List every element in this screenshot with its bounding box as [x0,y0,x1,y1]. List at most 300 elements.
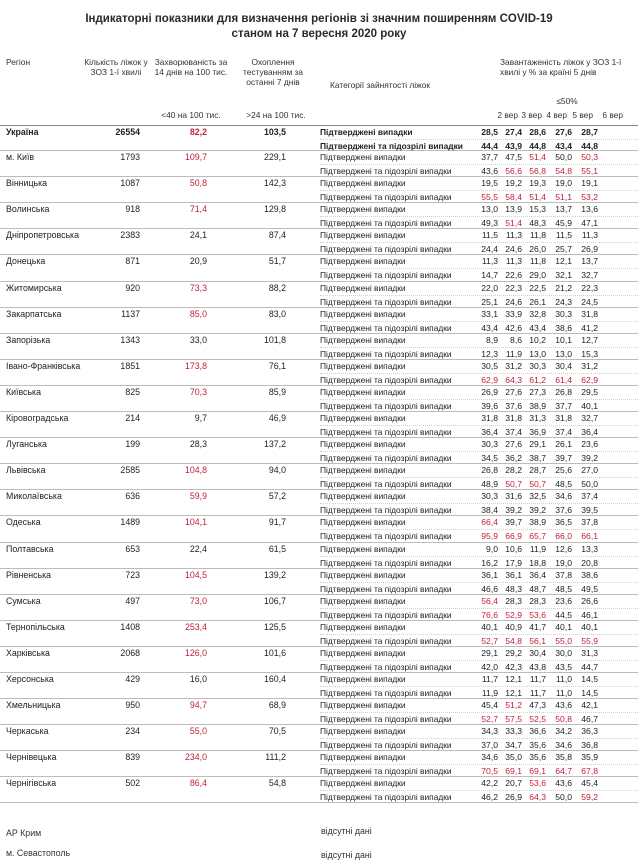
confirmed-subrow [320,203,638,216]
load-percent: 27,6 [505,386,522,397]
load-percent: 43,5 [555,661,572,672]
load-percent: 51,4 [529,192,546,203]
load-percent: 45,4 [481,700,498,711]
category-label: Підтверджені та підозрілі випадки [320,505,452,516]
footer-crimea: АР Крим [6,828,42,838]
confirmed-subrow [320,751,638,764]
beds-count: 234 [125,726,140,737]
load-percent: 11,0 [555,687,572,698]
region-name: Вінницька [6,178,48,189]
load-percent: 19,0 [555,557,572,568]
region-name: Волинська [6,204,50,215]
suspected-subrow [320,242,638,255]
load-percent: 64,3 [529,792,546,803]
beds-count: 26554 [115,127,140,137]
load-percent: 55,5 [481,192,498,203]
load-percent: 59,2 [581,792,598,803]
load-percent: 61,2 [529,374,546,385]
load-percent: 19,3 [529,178,546,189]
testing-value: 87,4 [268,230,286,241]
region-name: Рівненська [6,569,52,580]
category-label: Підтверджені випадки [320,491,406,502]
load-percent: 20,7 [505,778,522,789]
load-percent: 64,7 [555,766,572,777]
load-percent: 36,4 [581,427,598,438]
load-percent: 28,5 [481,127,498,137]
table-row [0,412,638,438]
suspected-subrow [320,139,638,152]
header-incidence: Захворюваність за 14 днів на 100 тис. [154,57,228,77]
header-load-threshold: ≤50% [556,96,578,106]
load-percent: 33,1 [481,308,498,319]
load-percent: 28,7 [529,465,546,476]
load-percent: 52,7 [481,714,498,725]
load-percent: 12,6 [555,543,572,554]
load-percent: 29,0 [529,270,546,281]
load-percent: 15,3 [529,204,546,215]
load-percent: 43,4 [529,322,546,333]
load-percent: 18,8 [529,557,546,568]
category-label: Підтверджені та підозрілі випадки [320,479,452,490]
confirmed-subrow [320,412,638,425]
category-label: Підтверджені та підозрілі випадки [320,374,452,385]
suspected-subrow [320,425,638,438]
region-name: Черкаська [6,726,49,737]
load-percent: 43,8 [529,661,546,672]
confirmed-subrow [320,177,638,190]
load-percent: 42,3 [505,661,522,672]
load-percent: 43,6 [555,700,572,711]
load-percent: 32,1 [555,270,572,281]
table-row [0,516,638,542]
testing-value: 46,9 [268,413,286,424]
confirmed-subrow [320,126,638,139]
testing-value: 54,8 [268,778,286,789]
header-region: Регіон [6,57,31,67]
header-testing: Охоплення тестуванням за останні 7 днів [242,57,304,87]
suspected-subrow [320,399,638,412]
load-percent: 34,6 [555,740,572,751]
load-percent: 66,9 [505,531,522,542]
load-percent: 19,5 [481,178,498,189]
category-label: Підтверджені та підозрілі випадки [320,661,452,672]
table-row [0,621,638,647]
load-percent: 29,5 [581,386,598,397]
load-percent: 25,1 [481,296,498,307]
suspected-subrow [320,347,638,360]
load-percent: 22,0 [481,282,498,293]
load-percent: 35,6 [529,740,546,751]
load-percent: 30,3 [481,439,498,450]
region-name: Тернопільська [6,621,65,632]
load-percent: 12,1 [505,673,522,684]
load-percent: 38,6 [555,322,572,333]
testing-value: 94,0 [268,465,286,476]
incidence-value: 85,0 [189,308,207,319]
table-row [0,673,638,699]
load-percent: 13,6 [581,204,598,215]
confirmed-subrow [320,490,638,503]
beds-count: 429 [125,673,140,684]
incidence-value: 59,9 [189,491,207,502]
category-label: Підтверджені випадки [320,595,406,606]
load-percent: 22,5 [529,282,546,293]
category-label: Підтверджені та підозрілі випадки [320,635,452,646]
load-percent: 46,1 [581,609,598,620]
load-percent: 50,0 [555,152,572,163]
load-percent: 43,9 [505,141,522,151]
load-percent: 38,9 [529,517,546,528]
load-percent: 44,8 [529,141,546,151]
region-name: Луганська [6,439,47,450]
category-label: Підтверджені та підозрілі випадки [320,218,452,229]
load-percent: 11,3 [481,256,498,267]
load-percent: 38,6 [581,569,598,580]
beds-count: 1137 [121,308,140,319]
beds-count: 918 [125,204,140,215]
load-percent: 52,5 [529,714,546,725]
load-percent: 46,2 [481,792,498,803]
category-label: Підтверджені випадки [320,543,406,554]
load-percent: 36,3 [581,726,598,737]
load-percent: 13,9 [505,204,522,215]
region-name: Львівська [6,465,46,476]
load-percent: 56,8 [529,166,546,177]
load-percent: 26,9 [505,792,522,803]
header-date: 6 вер [602,110,623,120]
load-percent: 31,3 [529,413,546,424]
beds-count: 199 [125,439,140,450]
load-percent: 11,7 [529,687,546,698]
load-percent: 27,6 [505,439,522,450]
load-percent: 37,7 [481,152,498,163]
load-percent: 56,6 [505,166,522,177]
load-percent: 25,6 [555,465,572,476]
region-name: Хмельницька [6,700,61,711]
load-percent: 40,1 [581,400,598,411]
load-percent: 62,9 [581,374,598,385]
suspected-subrow [320,634,638,647]
load-percent: 37,0 [481,740,498,751]
category-label: Підтверджені та підозрілі випадки [320,166,452,177]
load-percent: 45,9 [555,218,572,229]
load-percent: 39,6 [481,400,498,411]
table-row [0,543,638,569]
load-percent: 44,8 [581,141,598,151]
suspected-subrow [320,373,638,386]
category-label: Підтверджені випадки [320,282,406,293]
load-percent: 31,8 [555,413,572,424]
load-percent: 23,6 [581,439,598,450]
table-row [0,725,638,751]
load-percent: 42,1 [581,700,598,711]
load-percent: 40,1 [481,621,498,632]
page-title [0,12,638,42]
testing-value: 106,7 [263,595,286,606]
category-label: Підтверджені та підозрілі випадки [320,296,452,307]
suspected-subrow [320,764,638,777]
load-percent: 34,5 [481,453,498,464]
table-row [0,464,638,490]
category-label: Підтверджені випадки [320,778,406,789]
load-percent: 58,4 [505,192,522,203]
confirmed-subrow [320,229,638,242]
category-label: Підтверджені та підозрілі випадки [320,348,452,359]
suspected-subrow [320,608,638,621]
load-percent: 11,3 [581,230,598,241]
load-percent: 26,1 [529,296,546,307]
load-percent: 11,7 [481,673,498,684]
confirmed-subrow [320,255,638,268]
confirmed-subrow [320,464,638,477]
testing-value: 101,6 [263,647,286,658]
load-percent: 39,5 [581,505,598,516]
load-percent: 38,9 [529,400,546,411]
load-percent: 27,3 [529,386,546,397]
load-percent: 55,0 [555,635,572,646]
load-percent: 11,9 [529,543,546,554]
category-label: Підтверджені та підозрілі випадки [320,322,452,333]
load-percent: 27,4 [505,127,522,137]
load-percent: 27,6 [555,127,572,137]
load-percent: 38,4 [481,505,498,516]
load-percent: 28,2 [505,465,522,476]
load-percent: 11,3 [505,256,522,267]
suspected-subrow [320,268,638,281]
load-percent: 64,3 [505,374,522,385]
region-name: Дніпропетровська [6,230,79,241]
confirmed-subrow [320,386,638,399]
confirmed-subrow [320,282,638,295]
load-percent: 37,4 [581,491,598,502]
load-percent: 50,8 [555,714,572,725]
footer-sevastopol-no-data: відсутні дані [321,850,372,860]
incidence-value: 16,0 [189,673,207,684]
load-percent: 32,5 [529,491,546,502]
load-percent: 48,5 [555,583,572,594]
load-percent: 11,9 [481,687,498,698]
load-percent: 30,0 [555,647,572,658]
load-percent: 36,9 [529,427,546,438]
suspected-subrow [320,712,638,725]
category-label: Підтверджені та підозрілі випадки [320,740,452,751]
load-percent: 11,3 [505,230,522,241]
table-row [0,647,638,673]
load-percent: 19,1 [581,178,598,189]
category-label: Підтверджені та підозрілі випадки [320,714,452,725]
suspected-subrow [320,477,638,490]
load-percent: 53,6 [529,609,546,620]
load-percent: 53,2 [581,192,598,203]
category-label: Підтверджені та підозрілі випадки [320,427,452,438]
load-percent: 31,6 [505,491,522,502]
load-percent: 12,3 [481,348,498,359]
category-label: Підтверджені випадки [320,127,413,137]
load-percent: 28,6 [529,127,546,137]
category-label: Підтверджені випадки [320,439,406,450]
load-percent: 42,0 [481,661,498,672]
load-percent: 66,0 [555,531,572,542]
category-label: Підтверджені та підозрілі випадки [320,609,452,620]
load-percent: 12,1 [555,256,572,267]
load-percent: 37,8 [555,569,572,580]
confirmed-subrow [320,621,638,634]
load-percent: 44,7 [581,661,598,672]
load-percent: 55,1 [581,166,598,177]
header-date: 2 вер [497,110,518,120]
load-percent: 23,6 [555,595,572,606]
table-row [0,360,638,386]
load-percent: 40,9 [505,621,522,632]
load-percent: 27,0 [581,465,598,476]
region-name: м. Київ [6,152,35,163]
load-percent: 35,0 [505,752,522,763]
region-name: Донецька [6,256,46,267]
load-percent: 62,9 [481,374,498,385]
load-percent: 11,5 [555,230,572,241]
table-row [0,490,638,516]
load-percent: 69,1 [529,766,546,777]
load-percent: 24,6 [505,244,522,255]
load-percent: 57,5 [505,714,522,725]
category-label: Підтверджені та підозрілі випадки [320,531,452,542]
load-percent: 8,9 [486,334,498,345]
beds-count: 839 [125,752,140,763]
incidence-value: 126,0 [184,647,207,658]
testing-value: 57,2 [268,491,286,502]
load-percent: 24,4 [481,244,498,255]
beds-count: 636 [125,491,140,502]
suspected-subrow [320,556,638,569]
load-percent: 41,2 [581,322,598,333]
suspected-subrow [320,503,638,516]
load-percent: 34,3 [481,726,498,737]
load-percent: 46,7 [581,714,598,725]
load-percent: 11,9 [505,348,522,359]
load-percent: 44,4 [481,141,498,151]
footer-crimea-no-data: відсутні дані [321,826,372,836]
load-percent: 15,3 [581,348,598,359]
load-percent: 37,6 [505,400,522,411]
load-percent: 35,6 [529,752,546,763]
beds-count: 1087 [120,178,140,189]
load-percent: 13,0 [555,348,572,359]
category-label: Підтверджені випадки [320,647,406,658]
beds-count: 1343 [120,334,140,345]
load-percent: 33,9 [505,308,522,319]
load-percent: 95,9 [481,531,498,542]
category-label: Підтверджені та підозрілі випадки [320,400,452,411]
load-percent: 33,3 [505,726,522,737]
category-label: Підтверджені випадки [320,517,406,528]
load-percent: 37,4 [505,427,522,438]
table-row [0,751,638,777]
beds-count: 871 [125,256,140,267]
confirmed-subrow [320,569,638,582]
load-percent: 51,2 [505,700,522,711]
table-row [0,229,638,255]
load-percent: 65,7 [529,531,546,542]
confirmed-subrow [320,725,638,738]
incidence-value: 94,7 [189,700,207,711]
table-row [0,282,638,308]
header-beds: Кількість ліжок у ЗОЗ 1-ї хвилі [84,57,148,77]
load-percent: 48,3 [529,218,546,229]
beds-count: 653 [125,543,140,554]
category-label: Підтверджені випадки [320,204,406,215]
category-label: Підтверджені випадки [320,152,406,163]
load-percent: 37,8 [581,517,598,528]
load-percent: 51,4 [529,152,546,163]
load-percent: 37,6 [555,505,572,516]
category-label: Підтверджені та підозрілі випадки [320,244,452,255]
indicators-table [0,125,638,803]
incidence-value: 28,3 [189,439,207,450]
confirmed-subrow [320,699,638,712]
confirmed-subrow [320,543,638,556]
load-percent: 40,1 [581,621,598,632]
incidence-value: 71,4 [189,204,207,215]
load-percent: 52,9 [505,609,522,620]
load-percent: 24,6 [505,296,522,307]
load-percent: 53,6 [529,778,546,789]
incidence-value: 20,9 [189,256,207,267]
load-percent: 51,4 [505,218,522,229]
header-incidence-threshold: <40 на 100 тис. [161,110,221,120]
load-percent: 26,6 [581,595,598,606]
load-percent: 31,2 [505,360,522,371]
testing-value: 137,2 [263,439,286,450]
beds-count: 1851 [120,360,140,371]
incidence-value: 73,0 [189,595,207,606]
load-percent: 69,1 [505,766,522,777]
region-name: Одеська [6,517,41,528]
load-percent: 70,5 [481,766,498,777]
title-line-1: Індикаторні показники для визначення регіонів зі значним поширенням COVID-19 [85,13,553,25]
table-row [0,595,638,621]
load-percent: 10,1 [555,334,572,345]
incidence-value: 50,8 [189,178,207,189]
table-row [0,308,638,334]
load-percent: 31,3 [581,647,598,658]
load-percent: 42,2 [481,778,498,789]
region-name: Україна [6,127,39,137]
table-row [0,386,638,412]
suspected-subrow [320,660,638,673]
testing-value: 51,7 [268,256,286,267]
beds-count: 920 [125,282,140,293]
category-label: Підтверджені та підозрілі випадки [320,792,452,803]
load-percent: 31,8 [505,413,522,424]
incidence-value: 173,8 [184,360,207,371]
load-percent: 48,7 [529,583,546,594]
beds-count: 502 [125,778,140,789]
load-percent: 37,7 [555,400,572,411]
table-row [0,777,638,803]
load-percent: 26,8 [481,465,498,476]
header-date: 3 вер [521,110,542,120]
load-percent: 39,2 [581,453,598,464]
load-percent: 39,2 [505,505,522,516]
table-row [0,151,638,177]
category-label: Підтверджені випадки [320,673,406,684]
load-percent: 29,1 [529,439,546,450]
incidence-value: 253,4 [184,621,207,632]
confirmed-subrow [320,334,638,347]
suspected-subrow [320,164,638,177]
load-percent: 51,1 [555,192,572,203]
category-label: Підтверджені випадки [320,178,406,189]
